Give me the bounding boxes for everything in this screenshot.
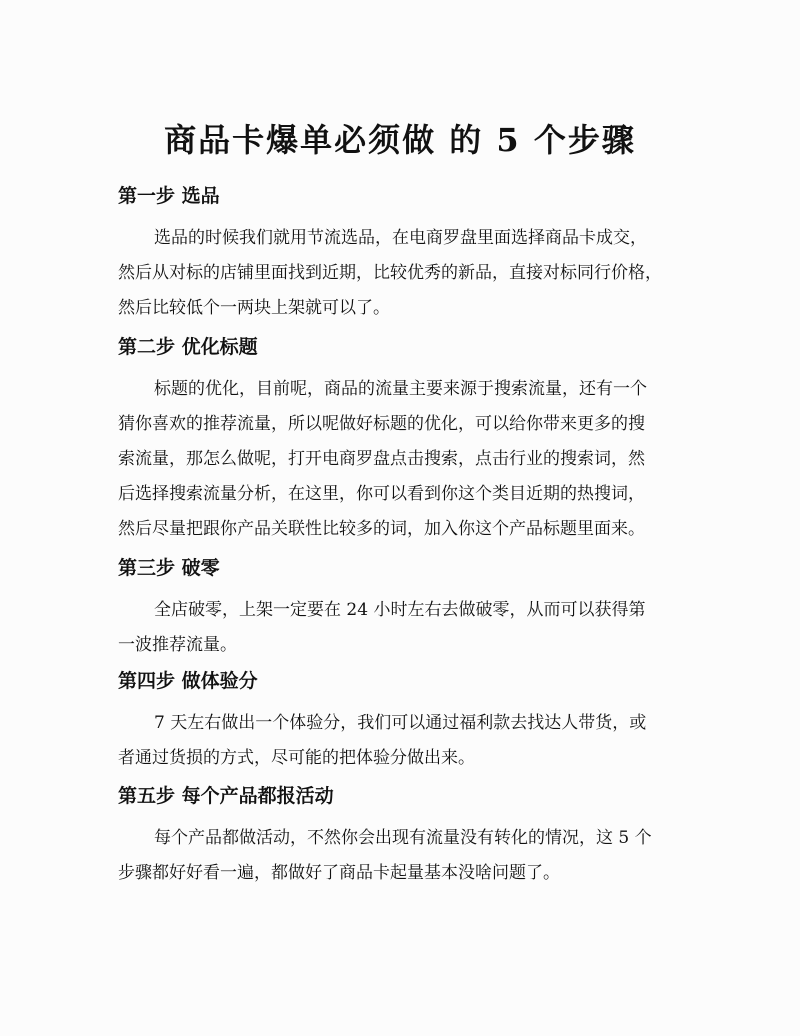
section-step-4 (118, 668, 718, 776)
paragraph-line: 一波推荐流量。 (118, 635, 237, 655)
paragraph-line: 每个产品都做活动，不然你会出现有流量没有转化的情况，这 5 个 (154, 828, 652, 848)
paragraph-line: 索流量，那怎么做呢，打开电商罗盘点击搜索，点击行业的搜索词，然 (118, 449, 645, 469)
paragraph-line: 后选择搜索流量分析，在这里，你可以看到你这个类目近期的热搜词， (118, 484, 645, 504)
section-heading: 第四步 做体验分 (118, 670, 258, 692)
paragraph-line: 然后尽量把跟你产品关联性比较多的词，加入你这个产品标题里面来。 (118, 519, 645, 539)
paragraph-line: 标题的优化，目前呢，商品的流量主要来源于搜索流量，还有一个 (154, 379, 647, 399)
section-paragraph (118, 821, 718, 891)
section-paragraph (118, 706, 718, 776)
paragraph-line: 全店破零，上架一定要在 24 小时左右去做破零，从而可以获得第 (154, 600, 646, 620)
section-paragraph (118, 221, 718, 326)
paragraph-line: 然后比较低个一两块上架就可以了。 (118, 298, 390, 318)
section-step-3 (118, 555, 718, 663)
section-step-1 (118, 183, 718, 326)
section-paragraph (118, 593, 718, 663)
section-step-5 (118, 783, 718, 891)
section-heading: 第二步 优化标题 (118, 336, 258, 358)
section-heading: 第三步 破零 (118, 557, 220, 579)
paragraph-line: 7 天左右做出一个体验分，我们可以通过福利款去找达人带货，或 (154, 713, 647, 733)
section-paragraph (118, 372, 718, 547)
paragraph-line: 选品的时候我们就用节流选品，在电商罗盘里面选择商品卡成交， (154, 228, 647, 248)
paragraph-line: 步骤都好好看一遍，都做好了商品卡起量基本没啥问题了。 (118, 863, 560, 883)
paragraph-line: 然后从对标的店铺里面找到近期，比较优秀的新品，直接对标同行价格， (118, 263, 662, 283)
page-title: 商品卡爆单必须做 的 5 个步骤 (164, 121, 636, 159)
section-step-2 (118, 334, 718, 547)
paragraph-line: 猜你喜欢的推荐流量，所以呢做好标题的优化，可以给你带来更多的搜 (118, 414, 645, 434)
section-heading: 第五步 每个产品都报活动 (118, 785, 334, 807)
section-heading: 第一步 选品 (118, 185, 220, 207)
paragraph-line: 者通过货损的方式，尽可能的把体验分做出来。 (118, 748, 475, 768)
